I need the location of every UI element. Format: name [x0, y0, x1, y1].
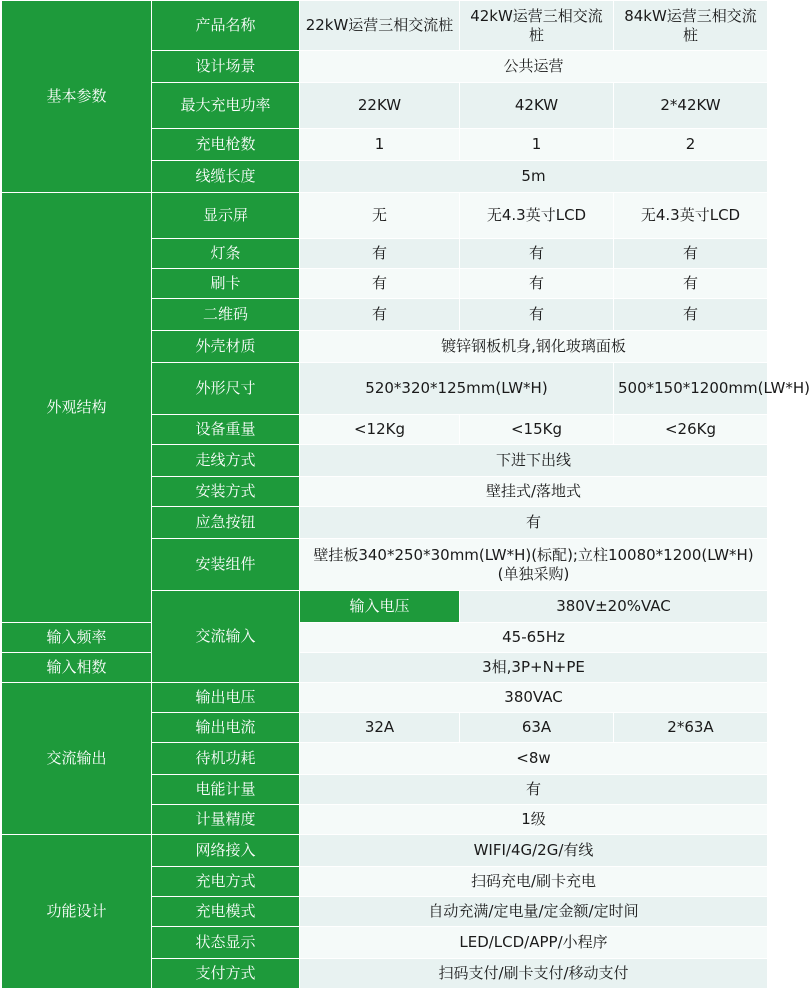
value-cell: 有	[300, 299, 460, 331]
table-row	[2, 1, 768, 51]
table-row	[2, 193, 768, 239]
param-payment: 支付方式	[152, 959, 300, 989]
value-cell: LED/LCD/APP/小程序	[300, 927, 768, 959]
value-cell: <26Kg	[614, 415, 768, 445]
value-cell: 有	[460, 269, 614, 299]
value-cell: 有	[460, 299, 614, 331]
value-cell: 84kW运营三相交流桩	[614, 1, 768, 51]
value-cell: 2*42KW	[614, 83, 768, 129]
param-display: 显示屏	[152, 193, 300, 239]
table-row	[2, 653, 768, 683]
value-cell: 42kW运营三相交流桩	[460, 1, 614, 51]
value-cell: 有	[300, 775, 768, 805]
value-cell: 无4.3英寸LCD	[614, 193, 768, 239]
table-row	[2, 683, 768, 713]
value-cell: 扫码充电/刷卡充电	[300, 867, 768, 897]
param-input-voltage: 输入电压	[300, 591, 460, 623]
value-cell: 有	[300, 507, 768, 539]
value-cell: 380VAC	[300, 683, 768, 713]
value-cell: 2	[614, 129, 768, 161]
param-metering-accuracy: 计量精度	[152, 805, 300, 835]
value-cell: <15Kg	[460, 415, 614, 445]
value-cell: 22KW	[300, 83, 460, 129]
value-cell: 有	[300, 239, 460, 269]
value-cell: 1	[460, 129, 614, 161]
value-cell: 22kW运营三相交流桩	[300, 1, 460, 51]
spec-table	[1, 0, 810, 989]
param-light-strip: 灯条	[152, 239, 300, 269]
param-shell-material: 外壳材质	[152, 331, 300, 363]
value-cell: 下进下出线	[300, 445, 768, 477]
param-dimensions: 外形尺寸	[152, 363, 300, 415]
table-row	[2, 623, 768, 653]
param-cable-length: 线缆长度	[152, 161, 300, 193]
table-row	[2, 835, 768, 867]
value-cell: <8w	[300, 743, 768, 775]
value-cell: 自动充满/定电量/定金额/定时间	[300, 897, 768, 927]
group-function: 功能设计	[2, 835, 152, 989]
value-cell: 2*63A	[614, 713, 768, 743]
param-product-name: 产品名称	[152, 1, 300, 51]
value-cell: 壁挂板340*250*30mm(LW*H)(标配);立柱10080*1200(LW*H)(单独采购)	[300, 539, 768, 591]
param-input-phase: 输入相数	[2, 653, 152, 683]
value-cell: 有	[460, 239, 614, 269]
value-cell: 5m	[300, 161, 768, 193]
group-appearance: 外观结构	[2, 193, 152, 623]
param-status-display: 状态显示	[152, 927, 300, 959]
value-cell: 500*150*1200mm(LW*H)	[614, 363, 768, 415]
value-cell: WIFI/4G/2G/有线	[300, 835, 768, 867]
value-cell: 有	[614, 239, 768, 269]
param-network: 网络接入	[152, 835, 300, 867]
param-weight: 设备重量	[152, 415, 300, 445]
param-install-kit: 安装组件	[152, 539, 300, 591]
param-card-swipe: 刷卡	[152, 269, 300, 299]
param-charge-mode: 充电模式	[152, 897, 300, 927]
param-wiring: 走线方式	[152, 445, 300, 477]
param-qr-code: 二维码	[152, 299, 300, 331]
value-cell: 壁挂式/落地式	[300, 477, 768, 507]
param-standby-power: 待机功耗	[152, 743, 300, 775]
group-basic: 基本参数	[2, 1, 152, 193]
param-emergency-button: 应急按钮	[152, 507, 300, 539]
value-cell: 公共运营	[300, 51, 768, 83]
param-output-current: 输出电流	[152, 713, 300, 743]
value-cell: 63A	[460, 713, 614, 743]
param-scene: 设计场景	[152, 51, 300, 83]
value-cell: 42KW	[460, 83, 614, 129]
value-cell: 1	[300, 129, 460, 161]
param-input-frequency: 输入频率	[2, 623, 152, 653]
value-cell: 无4.3英寸LCD	[460, 193, 614, 239]
param-energy-metering: 电能计量	[152, 775, 300, 805]
group-ac-output: 交流输出	[2, 683, 152, 835]
value-cell: 45-65Hz	[300, 623, 768, 653]
value-cell: 有	[300, 269, 460, 299]
value-cell: 有	[614, 299, 768, 331]
value-cell: 扫码支付/刷卡支付/移动支付	[300, 959, 768, 989]
value-cell: 380V±20%VAC	[460, 591, 768, 623]
param-gun-count: 充电枪数	[152, 129, 300, 161]
param-install-method: 安装方式	[152, 477, 300, 507]
param-max-power: 最大充电功率	[152, 83, 300, 129]
value-cell: <12Kg	[300, 415, 460, 445]
value-cell: 520*320*125mm(LW*H)	[300, 363, 614, 415]
group-ac-input: 交流输入	[152, 591, 300, 683]
param-output-voltage: 输出电压	[152, 683, 300, 713]
value-cell: 3相,3P+N+PE	[300, 653, 768, 683]
value-cell: 32A	[300, 713, 460, 743]
param-charge-method: 充电方式	[152, 867, 300, 897]
value-cell: 有	[614, 269, 768, 299]
value-cell: 镀锌钢板机身,钢化玻璃面板	[300, 331, 768, 363]
value-cell: 无	[300, 193, 460, 239]
value-cell: 1级	[300, 805, 768, 835]
